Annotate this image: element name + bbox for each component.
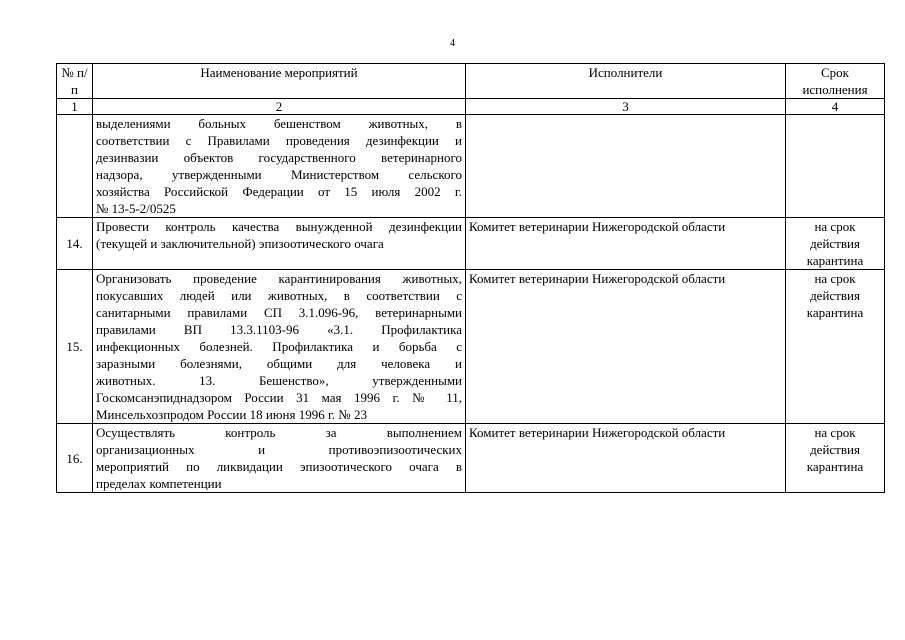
column-index: 3 xyxy=(466,99,786,115)
measures-table xyxy=(56,63,885,493)
header-executors: Исполнители xyxy=(466,64,786,99)
measure-description xyxy=(93,424,466,493)
term-line: на срок xyxy=(814,219,856,234)
header-num: № п/п xyxy=(57,64,93,99)
executor: Комитет ветеринарии Нижегородской области xyxy=(466,270,786,424)
description-line: соответствии с Правилами проведения дезинфекции и xyxy=(96,133,462,148)
page-number: 4 xyxy=(450,38,455,49)
table-body xyxy=(57,115,885,493)
executor xyxy=(466,115,786,218)
term-line: действия xyxy=(810,288,860,303)
table-row xyxy=(57,115,885,218)
measure-description xyxy=(93,270,466,424)
description-line: животных. 13. Бешенство», утвержденными xyxy=(96,373,462,388)
description-line: Минсельхозпродом России 18 июня 1996 г. № 23 xyxy=(96,407,367,422)
description-line: санитарными правилами СП 3.1.096-96, ветеринарными xyxy=(96,305,462,320)
term-line: карантина xyxy=(806,305,864,320)
term-line: карантина xyxy=(806,459,864,474)
description-line: Провести контроль качества вынужденной дезинфекции xyxy=(96,219,462,234)
table-row xyxy=(57,270,885,424)
description-line: Организовать проведение карантинирования животных, xyxy=(96,271,462,286)
column-index: 2 xyxy=(93,99,466,115)
description-line: дезинвазии объектов государственного ветеринарного xyxy=(96,150,462,165)
term-line: действия xyxy=(810,236,860,251)
term xyxy=(786,270,885,424)
measure-description xyxy=(93,218,466,270)
table-row xyxy=(57,424,885,493)
description-line: выделениями больных бешенством животных, в xyxy=(96,116,462,131)
table-header-row xyxy=(57,64,885,99)
column-index: 4 xyxy=(786,99,885,115)
description-line: надзора, утвержденными Министерством сельского xyxy=(96,167,462,182)
term xyxy=(786,424,885,493)
row-number: 16. xyxy=(57,424,93,493)
column-index: 1 xyxy=(57,99,93,115)
header-term: Срок исполнения xyxy=(786,64,885,99)
measure-description xyxy=(93,115,466,218)
description-line: (текущей и заключительной) эпизоотического очага xyxy=(96,236,384,251)
description-line: Осуществлять контроль за выполнением xyxy=(96,425,462,440)
term-line: карантина xyxy=(806,253,864,268)
description-line: покусавших людей или животных, в соответствии с xyxy=(96,288,462,303)
description-line: № 13-5-2/0525 xyxy=(96,201,176,216)
description-line: заразными болезнями, общими для человека и xyxy=(96,356,462,371)
description-line: пределах компетенции xyxy=(96,476,222,491)
row-number xyxy=(57,115,93,218)
executor: Комитет ветеринарии Нижегородской области xyxy=(466,424,786,493)
row-number: 14. xyxy=(57,218,93,270)
term-line: действия xyxy=(810,442,860,457)
description-line: правилами ВП 13.3.1103-96 «3.1. Профилактика xyxy=(96,322,462,337)
term-line: на срок xyxy=(814,271,856,286)
description-line: Госкомсанэпиднадзором России 31 мая 1996 г. № 11, xyxy=(96,390,462,405)
row-number: 15. xyxy=(57,270,93,424)
term-line: на срок xyxy=(814,425,856,440)
term xyxy=(786,218,885,270)
header-name: Наименование мероприятий xyxy=(93,64,466,99)
table-row xyxy=(57,218,885,270)
description-line: мероприятий по ликвидации эпизоотического очага в xyxy=(96,459,462,474)
description-line: инфекционных болезней. Профилактика и борьба с xyxy=(96,339,462,354)
term xyxy=(786,115,885,218)
column-index-row xyxy=(57,99,885,115)
executor: Комитет ветеринарии Нижегородской области xyxy=(466,218,786,270)
description-line: хозяйства Российской Федерации от 15 июля 2002 г. xyxy=(96,184,462,199)
description-line: организационных и противоэпизоотических xyxy=(96,442,462,457)
